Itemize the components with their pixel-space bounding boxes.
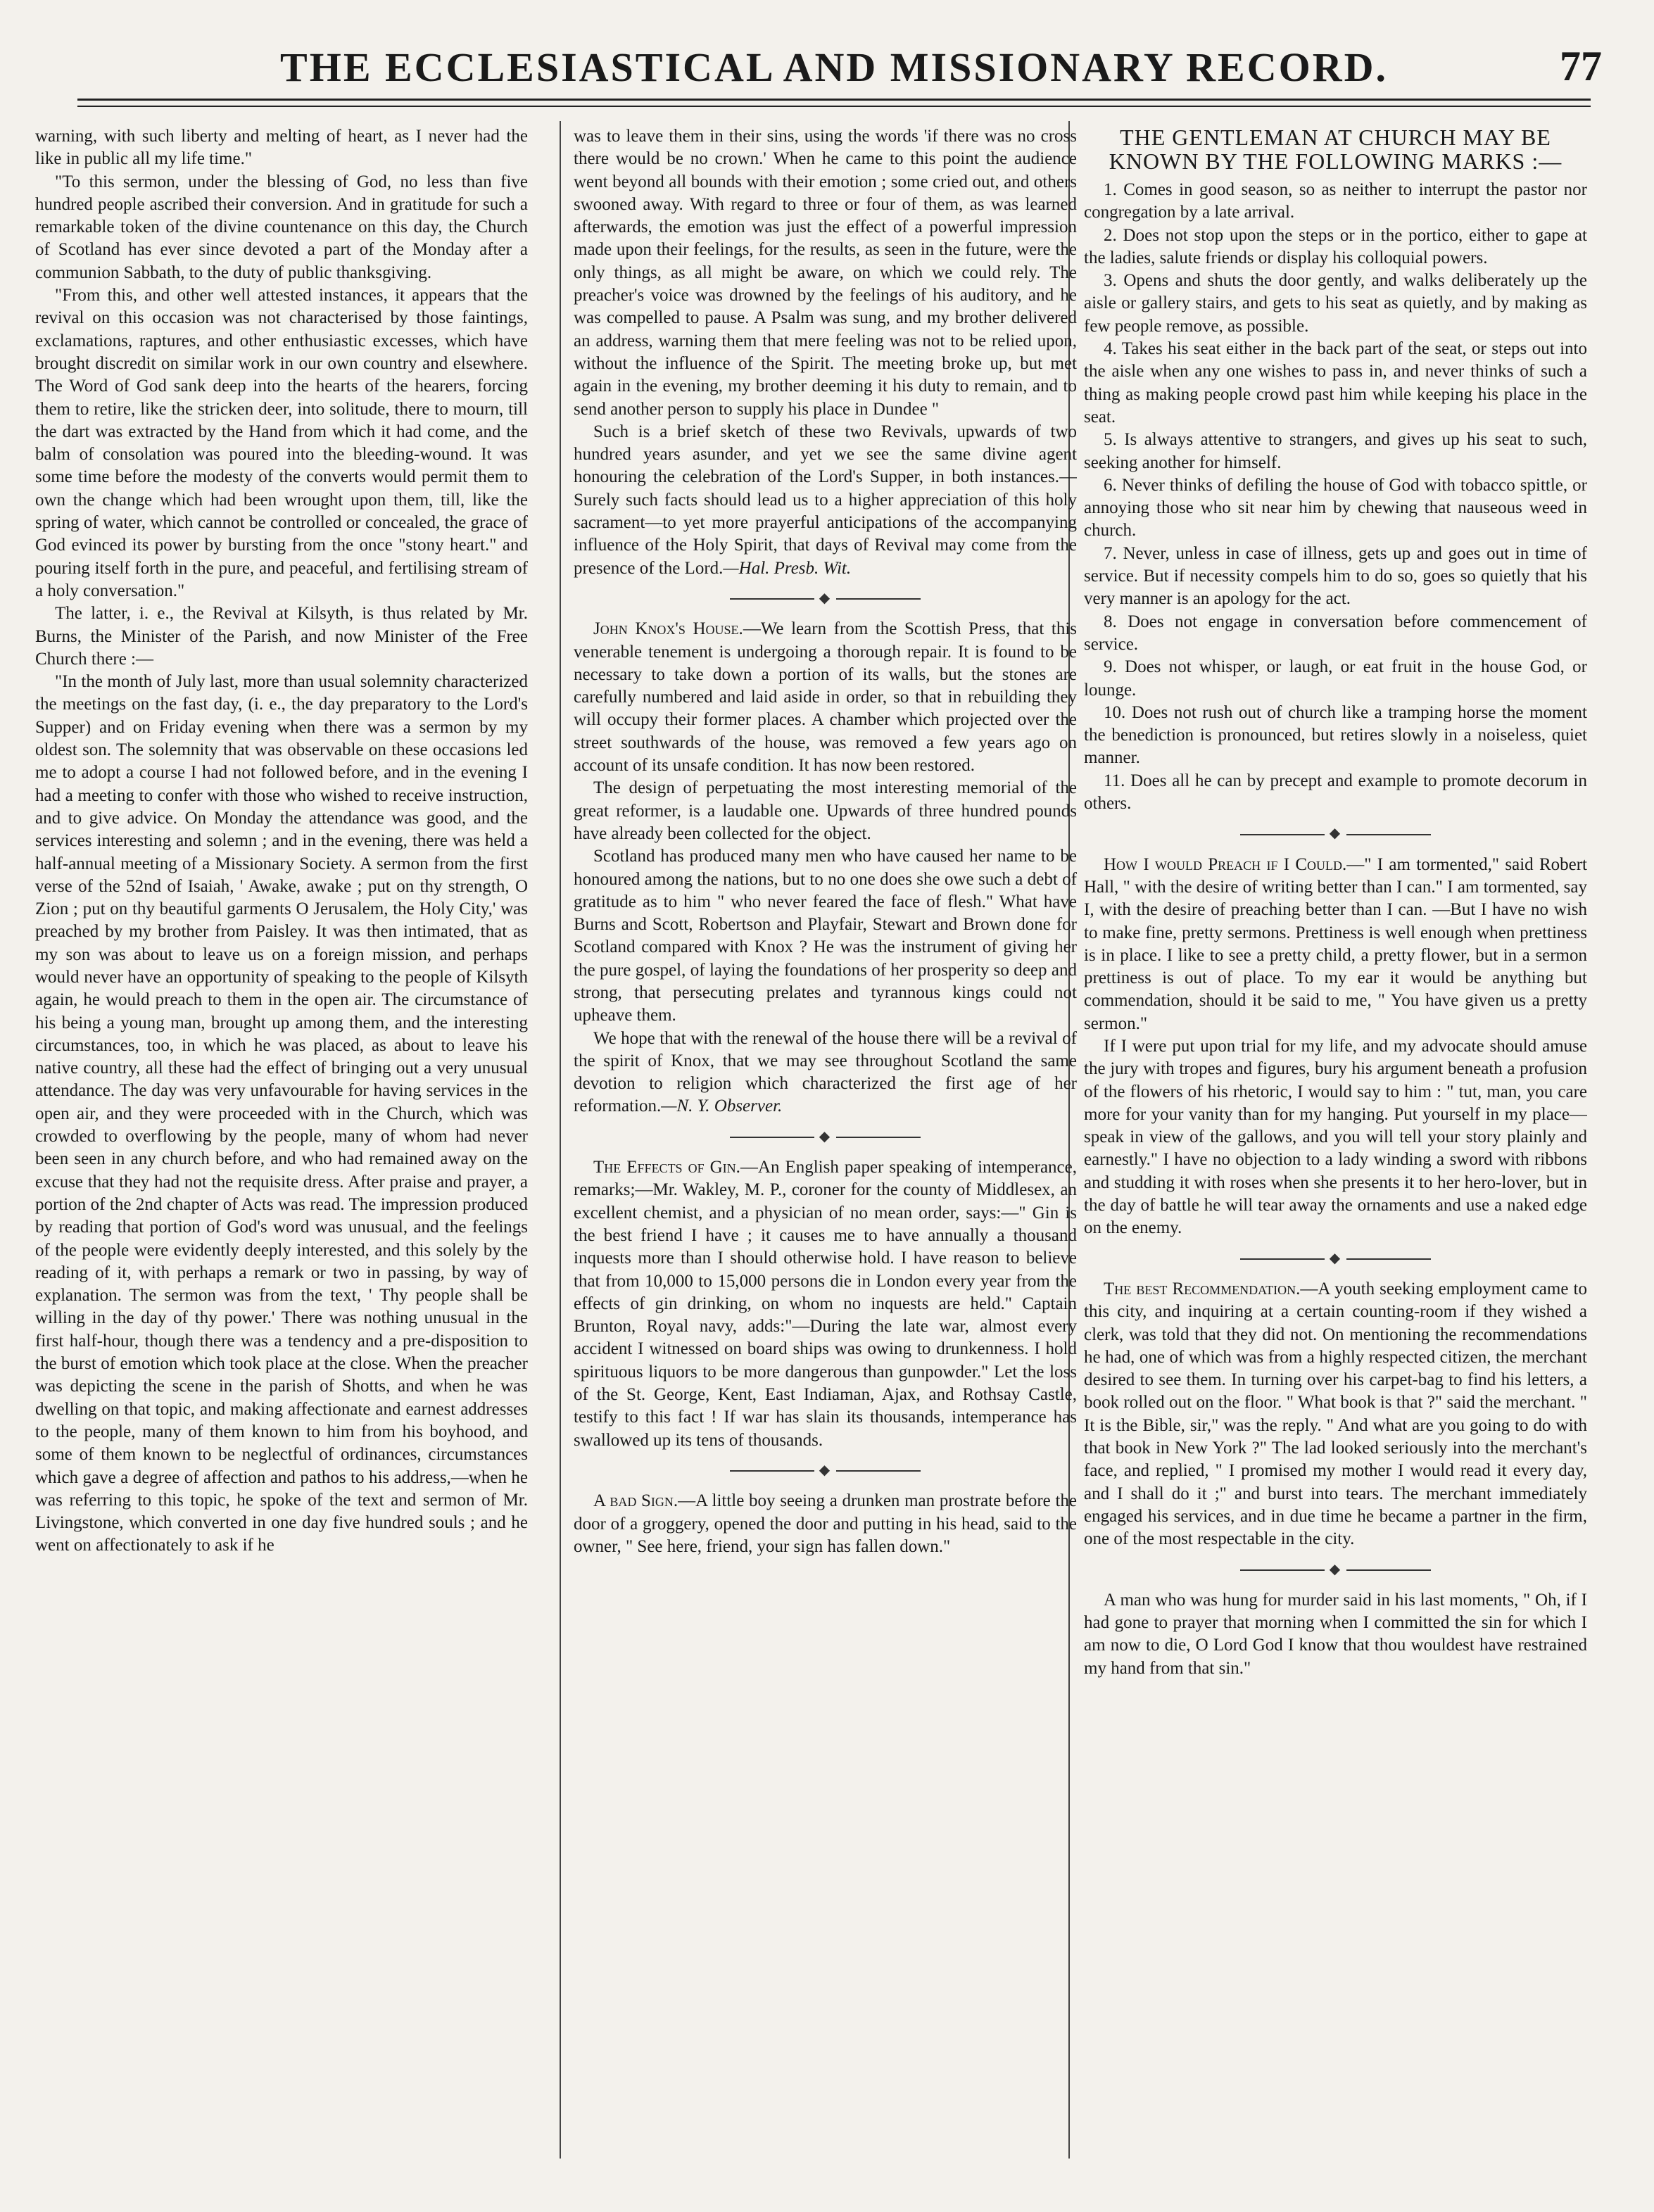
- page-number: 77: [1560, 43, 1602, 89]
- paragraph: warning, with such liberty and melting of heart, as I never had the like in public all my life time.": [35, 127, 528, 169]
- list-item: 7. Never, unless in case of illness, gets up and goes out in time of service. But if necessity compels him to do so, goes so quietly that his very manner is an apology for the act.: [1084, 543, 1587, 609]
- list-item: 2. Does not stop upon the steps or in the portico, either to gape at the ladies, salute friends or display his colloquial powers.: [1084, 225, 1587, 267]
- list-item: 3. Opens and shuts the door gently, and walks deliberately up the aisle or gallery stairs, and gets to his seat as quietly, and by making as few people remove, as possible.: [1084, 271, 1587, 336]
- paragraph: If I were put upon trial for my life, and my advocate should amuse the jury with tropes and figures, bury his argument beneath a profusion of the flowers of his rhetoric, I would say to him : " tut, man, you care more for your vanity than for my hanging. Put yourself in my place—speak in view of the gallows, and you will tell your story plainly and earnestly." I have no objection to a lady winding a sword with ribbons and studding it with roses when she presents it to her hero-lover, but in the day of battle he will tear away the ornaments and use a naked edge on the enemy.: [1084, 1036, 1587, 1238]
- list-item: 11. Does all he can by precept and example to promote decorum in others.: [1084, 771, 1587, 814]
- section-separator: ◆: [1084, 1247, 1587, 1270]
- column-1: [35, 125, 528, 2152]
- paragraph: was to leave them in their sins, using the words 'if there was no cross there would be no crown.' When he came to this point the audience went beyond all bounds with their emotion ; some cried out, and others swooned away. With regard to three or four of them, as was learned afterwards, the emotion was just the effect of a powerful impression made upon their feelings, for the results, as seen in the future, were the only things, as all might be aware, on which we could rely. The preacher's voice was drowned by the feelings of his auditory, and he was compelled to pause. A Psalm was sung, and my brother delivered an address, warning them that mere feeling was not to be relied upon, without the influence of the Spirit. The meeting broke up, but met again in the evening, my brother deeming it his duty to remain, and to send another person to supply his place in Dundee ": [574, 127, 1077, 419]
- list-item: 8. Does not engage in conversation before commencement of service.: [1084, 612, 1587, 654]
- column-2: [574, 125, 1077, 2152]
- article-bad-sign: A bad Sign.—A little boy seeing a drunken man prostrate before the door of a groggery, opened the door and putting in his head, said to the owner, " See here, friend, your sign has fallen down.": [574, 1491, 1077, 1556]
- article-title: John Knox's House.: [593, 619, 743, 639]
- page-header: [63, 44, 1605, 93]
- article-title: A bad Sign.: [593, 1491, 678, 1511]
- article-knox: John Knox's House.—We learn from the Scottish Press, that this venerable tenement is undergoing a thorough repair. It is found to be necessary to take down a portion of its walls, but the stones are carefully numbered and laid aside in order, so that in rebuilding they will occupy their former places. A chamber which projected over the street southwards of the house, was removed a few years ago on account of its unsafe condition. It has now been restored.: [574, 619, 1077, 776]
- list-item: 4. Takes his seat either in the back part of the seat, or steps out into the aisle when any one wishes to pass in, and never thinks of such a thing as making people crowd past him while keeping his place in the seat.: [1084, 339, 1587, 426]
- paragraph: "To this sermon, under the blessing of God, no less than five hundred people ascribed their conversion. And in gratitude for such a remarkable token of the divine countenance on this day, the Church of Scotland has ever since devoted a part of the Monday after a communion Sabbath, to the duty of public thanksgiving.: [35, 172, 528, 282]
- paragraph: "From this, and other well attested instances, it appears that the revival on this occasion was not characterised by those faintings, exclamations, raptures, and other enthusiastic excesses, which have brought discredit on similar work in our own country and elsewhere. The Word of God sank deep into the hearts of the hearers, forcing them to retire, like the stricken deer, into solitude, there to mourn, till the dart was extracted by the Hand from which it had come, and the balm of consolation was poured into the bleeding-wound. It was some time before the modesty of the converts would permit them to own the change which had been wrought upon them, till, like the spring of water, which cannot be controlled or concealed, the grace of God evinced its power by bursting from the once "stony heart." and pouring itself forth in the pure, and peaceful, and fertilising stream of a holy conversation.": [35, 286, 528, 600]
- list-item: 6. Never thinks of defiling the house of God with tobacco spittle, or annoying those who sit near him by chewing that nauseous weed in church.: [1084, 475, 1587, 541]
- article-title: How I would Preach if I Could.: [1104, 854, 1347, 874]
- header-rule: [77, 99, 1591, 101]
- list-item: 9. Does not whisper, or laugh, or eat fruit in the house God, or lounge.: [1084, 657, 1587, 700]
- article-title: The Effects of Gin.: [593, 1158, 740, 1177]
- article-preach: How I would Preach if I Could.—" I am tormented," said Robert Hall, " with the desire of writing better than I can." I am tormented, say I, with the desire of preaching better than I can. —But I have no wish to make fine, pretty sermons. Prettiness is well enough when prettiness is in place. I like to see a pretty child, a pretty flower, but in a sermon prettiness is out of place. To my ear it would be anything but commendation, should it be said to me, " You have given us a pretty sermon.": [1084, 854, 1587, 1033]
- list-item: 10. Does not rush out of church like a tramping horse the moment the benediction is pronounced, but retires slowly in a noiseless, quiet manner.: [1084, 702, 1587, 768]
- list-item: 1. Comes in good season, so as neither to interrupt the pastor nor congregation by a late arrival.: [1084, 180, 1587, 222]
- source-citation: —N. Y. Observer.: [661, 1096, 783, 1116]
- section-separator: ◆: [1084, 1558, 1587, 1581]
- article-title: The best Recommendation.: [1104, 1279, 1301, 1298]
- paragraph: "In the month of July last, more than usual solemnity characterized the meetings on the fast day, (i. e., the day preparatory to the Lord's Supper) and on Friday evening when there was a sermon by my oldest son. The solemnity that was observable on these occasions led me to adopt a course I had not followed before, and in the evening I had a meeting to confer with those who wished to receive instruction, and to give advice. On Monday the attendance was good, and the services interesting and solemn ; and in the evening, there was held a half-annual meeting of a Missionary Society. A sermon from the first verse of the 52nd of Isaiah, ' Awake, awake ; put on thy strength, O Zion ; put on thy beautiful garments O Jerusalem, the Holy City,' was preached by my brother from Paisley. It was then intimated, that as my son was about to leave us on a foreign mission, and perhaps would never have an opportunity of speaking to the people of Kilsyth again, he would preach to them in the open air. The circumstance of his being a young man, brought up among them, and the interesting circumstances, too, in which he was placed, as about to leave his native country, all these had the effect of bringing out a very unusual attendance. The day was very unfavourable for having services in the open air, and they were proceeded with in the Church, which was crowded to overflowing by the people, many of whom had never been seen in any church before, and who had remained away on the excuse that they had not the requisite dress. After praise and prayer, a portion of the 2nd chapter of Acts was read. The impression produced by reading that portion of God's word was unusual, and the feelings of the people were evidently deeply interested, and this solely by the reading of it, with perhaps a remark or two in passing, by way of explanation. The sermon was from the text, ' Thy people shall be willing in the day of thy power.' There was nothing unusual in the first half-hour, though there was a tendency and a pre-disposition to the burst of emotion which took place at the close. When the preacher was depicting the scene in the parish of Shotts, and when he was dwelling on that topic, and making affectionate and earnest addresses to the people, many of them known to him from his boyhood, and some of them known to be neglectful of ordinances, circumstances which gave a degree of affection and pathos to his address,—when he was referring to this topic, he spoke of the text and sermon of Mr. Livingstone, which converted in one day five hundred souls ; and he went on affectionately to ask if he: [35, 672, 528, 1555]
- running-title: THE ECCLESIASTICAL AND MISSIONARY RECORD.: [280, 44, 1388, 90]
- article-gin: The Effects of Gin.—An English paper speaking of intemperance, remarks;—Mr. Wakley, M. P., coroner for the county of Middlesex, an excellent chemist, and a physician of no mean order, says:—" Gin is the best friend I have ; it causes me to have annually a thousand inquests more than I should otherwise hold. I have reason to believe that from 10,000 to 15,000 persons die in London every year from the effects of gin drinking, on whom no inquests are held." Captain Brunton, Royal navy, adds:"—During the late war, almost every accident I witnessed on board ships was owing to drunkenness. I hold spirituous liquors to be more dangerous than gunpowder." Let the loss of the St. George, Kent, East Indiaman, Ajax, and Rothsay Castle, testify to this fact ! If war has slain its thousands, intemperance has swallowed up its tens of thousands.: [574, 1158, 1077, 1450]
- article-hung: A man who was hung for murder said in his last moments, " Oh, if I had gone to prayer that morning when I committed the sin for which I am now to die, O Lord God I know that thou wouldest have restrained my hand from that sin.": [1084, 1590, 1587, 1678]
- column-divider: [560, 121, 561, 2159]
- paragraph: Scotland has produced many men who have caused her name to be honoured among the nations, but to no one does she owe such a debt of gratitude as to him " who never feared the face of flesh." What have Burns and Scott, Robertson and Playfair, Stewart and Brown done for Scotland compared with Knox ? He was the instrument of giving her the pure gospel, of laying the foundations of her prosperity so deep and strong, that persecuting prelates and tyrannous kings could not upheave them.: [574, 847, 1077, 1025]
- paragraph: The design of perpetuating the most interesting memorial of the great reformer, is a laudable one. Upwards of three hundred pounds have already been collected for the object.: [574, 778, 1077, 843]
- section-separator: ◆: [1084, 822, 1587, 845]
- article-recommendation: The best Recommendation.—A youth seeking employment came to this city, and inquiring at a certain counting-room if they wished a clerk, was told that they did not. On mentioning the recommendations he had, one of which was from a highly respected citizen, the merchant desired to see them. In turning over his carpet-bag to find his letters, a book rolled out on the floor. " What book is that ?" said the merchant. " It is the Bible, sir," was the reply. " And what are you going to do with that book in New York ?" The lad looked seriously into the merchant's face, and replied, " I promised my mother I would read it every day, and I shall do it ;" and burst into tears. The merchant immediately engaged his services, and in due time he became a partner in the firm, one of the most respectable in the city.: [1084, 1279, 1587, 1549]
- article-heading: THE GENTLEMAN AT CHURCH MAY BE KNOWN BY THE FOLLOWING MARKS :—: [1109, 125, 1563, 174]
- column-3: [1084, 125, 1587, 2152]
- section-separator: ◆: [574, 1125, 1077, 1148]
- header-rule-thin: [77, 106, 1591, 107]
- section-separator: ◆: [574, 587, 1077, 609]
- paragraph: The latter, i. e., the Revival at Kilsyth, is thus related by Mr. Burns, the Minister of the Parish, and now Minister of the Free Church there :—: [35, 604, 528, 669]
- paragraph: Such is a brief sketch of these two Revivals, upwards of two hundred years asunder, and yet we see the same divine agent honouring the celebration of the Lord's Supper, in both instances.— Surely such facts should lead us to a higher appreciation of this holy sacrament—to yet more prayerful anticipations of the accompanying influence of the Holy Spirit, that days of Revival may come from the presence of the Lord.—Hal. Presb. Wit.: [574, 422, 1077, 578]
- source-citation: —Hal. Presb. Wit.: [723, 558, 852, 578]
- section-separator: ◆: [574, 1459, 1077, 1481]
- list-item: 5. Is always attentive to strangers, and gives up his seat to such, seeking another for himself.: [1084, 430, 1587, 472]
- paragraph: We hope that with the renewal of the house there will be a revival of the spirit of Knox, that we may see throughout Scotland the same devotion to religion which characterized the first age of her reformation.—N. Y. Observer.: [574, 1028, 1077, 1116]
